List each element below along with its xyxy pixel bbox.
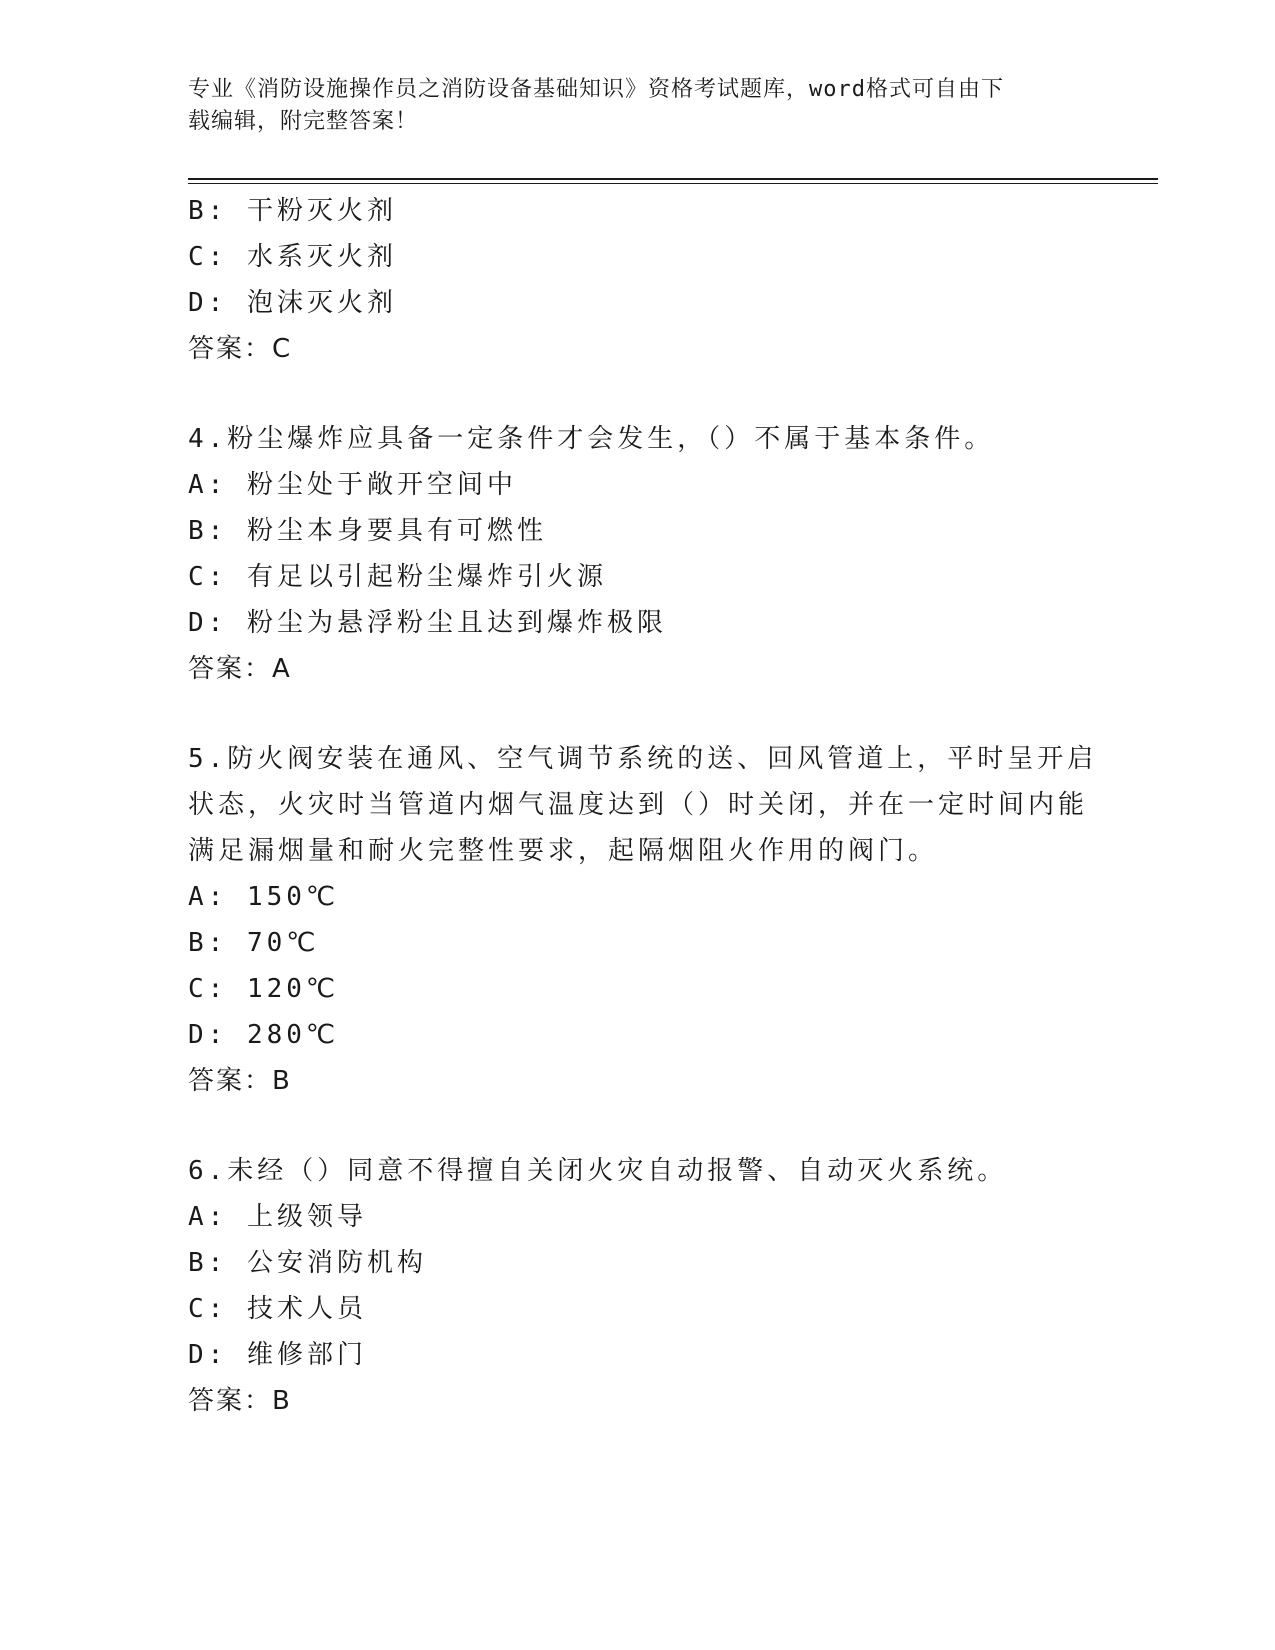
answer: 答案：B	[188, 1386, 292, 1416]
answer: 答案：A	[188, 654, 292, 684]
option-b: B: 70℃	[188, 928, 320, 958]
question-3-continued	[188, 188, 1088, 372]
option-d: D: 泡沫灭火剂	[188, 288, 397, 318]
question-4	[188, 416, 1088, 692]
option-c: C: 有足以引起粉尘爆炸引火源	[188, 562, 607, 592]
header-rule-thin	[188, 183, 1158, 184]
option-b: B: 粉尘本身要具有可燃性	[188, 516, 547, 546]
document-header	[188, 74, 1068, 138]
option-c: C: 技术人员	[188, 1294, 367, 1324]
option-a: A: 粉尘处于敞开空间中	[188, 470, 517, 500]
option-c: C: 120℃	[188, 974, 340, 1004]
answer: 答案：B	[188, 1066, 292, 1096]
question-text-line-1: 5.防火阀安装在通风、空气调节系统的送、回风管道上，平时呈开启	[188, 744, 1098, 774]
question-text: 6.未经（）同意不得擅自关闭火灾自动报警、自动灭火系统。	[188, 1156, 1008, 1186]
question-5	[188, 736, 1098, 1104]
question-6	[188, 1148, 1088, 1424]
header-line-2: 载编辑，附完整答案！	[188, 109, 419, 134]
option-c: C: 水系灭火剂	[188, 242, 397, 272]
header-rule-thick	[188, 178, 1158, 180]
option-a: A: 上级领导	[188, 1202, 367, 1232]
answer: 答案：C	[188, 334, 293, 364]
question-text-line-2: 状态，火灾时当管道内烟气温度达到（）时关闭，并在一定时间内能	[188, 790, 1089, 820]
header-line-1: 专业《消防设施操作员之消防设备基础知识》资格考试题库，word格式可自由下	[188, 77, 1004, 102]
option-d: D: 维修部门	[188, 1340, 367, 1370]
option-b: B: 干粉灭火剂	[188, 196, 397, 226]
option-d: D: 280℃	[188, 1020, 340, 1050]
option-d: D: 粉尘为悬浮粉尘且达到爆炸极限	[188, 608, 667, 638]
option-a: A: 150℃	[188, 882, 340, 912]
option-b: B: 公安消防机构	[188, 1248, 427, 1278]
question-content	[188, 188, 1098, 1424]
question-text: 4.粉尘爆炸应具备一定条件才会发生，（）不属于基本条件。	[188, 424, 995, 454]
question-text-line-3: 满足漏烟量和耐火完整性要求，起隔烟阻火作用的阀门。	[188, 836, 939, 866]
